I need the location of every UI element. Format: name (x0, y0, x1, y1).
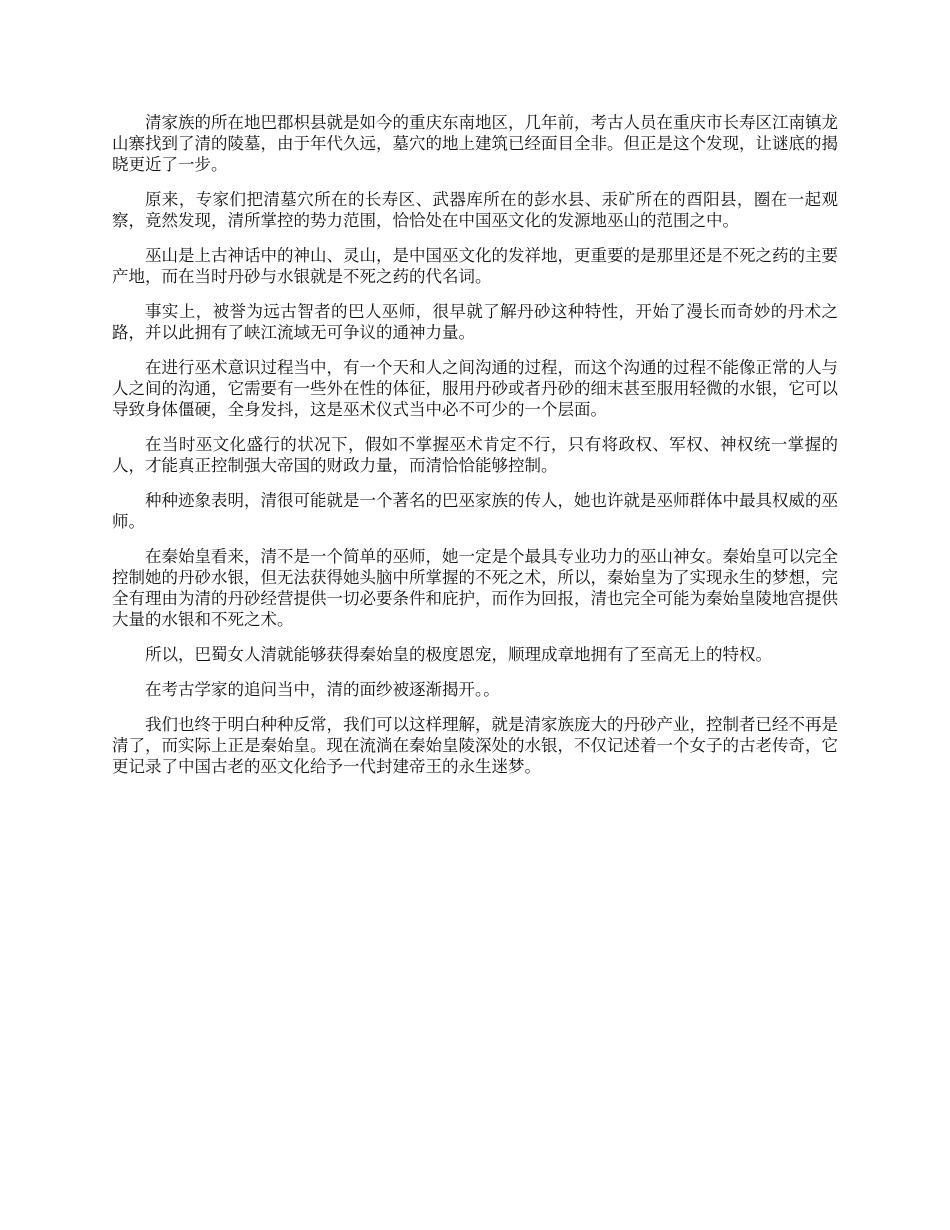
paragraph-5: 在进行巫术意识过程当中，有一个天和人之间沟通的过程，而这个沟通的过程不能像正常的人与人之间的沟通，它需要有一些外在性的体征，服用丹砂或者丹砂的细末甚至服用轻微的水银，它可以导致身体僵硬，全身发抖，这是巫术仪式当中必不可少的一个层面。 (112, 358, 838, 419)
paragraph-11: 我们也终于明白种种反常，我们可以这样理解，就是清家族庞大的丹砂产业，控制者已经不再是清了，而实际上正是秦始皇。现在流淌在秦始皇陵深处的水银，不仅记述着一个女子的古老传奇，它更记录了中国古老的巫文化给予一代封建帝王的永生迷梦。 (112, 715, 838, 776)
paragraph-9: 所以，巴蜀女人清就能够获得秦始皇的极度恩宠，顺理成章地拥有了至高无上的特权。 (145, 645, 772, 664)
document-body (112, 112, 838, 791)
paragraph-3: 巫山是上古神话中的神山、灵山，是中国巫文化的发祥地，更重要的是那里还是不死之药的主要产地，而在当时丹砂与水银就是不死之药的代名词。 (112, 246, 838, 286)
paragraph-6: 在当时巫文化盛行的状况下，假如不掌握巫术肯定不行，只有将政权、军权、神权统一掌握的人，才能真正控制强大帝国的财政力量，而清恰恰能够控制。 (112, 435, 838, 475)
paragraph-4: 事实上，被誉为远古智者的巴人巫师，很早就了解丹砂这种特性，开始了漫长而奇妙的丹术之路，并以此拥有了峡江流域无可争议的通神力量。 (112, 302, 838, 342)
paragraph-10: 在考古学家的追问当中，清的面纱被逐渐揭开。。 (145, 680, 500, 699)
paragraph-8: 在秦始皇看来，清不是一个简单的巫师，她一定是个最具专业功力的巫山神女。秦始皇可以完全控制她的丹砂水银，但无法获得她头脑中所掌握的不死之术，所以，秦始皇为了实现永生的梦想，完全有理由为清的丹砂经营提供一切必要条件和庇护，而作为回报，清也完全可能为秦始皇陵地宫提供大量的水银和不死之术。 (112, 547, 838, 629)
paragraph-2: 原来，专家们把清墓穴所在的长寿区、武器库所在的彭水县、汞矿所在的酉阳县，圈在一起观察，竟然发现，清所掌控的势力范围，恰恰处在中国巫文化的发源地巫山的范围之中。 (112, 190, 838, 230)
paragraph-1: 清家族的所在地巴郡枳县就是如今的重庆东南地区，几年前，考古人员在重庆市长寿区江南镇龙山寨找到了清的陵墓，由于年代久远，墓穴的地上建筑已经面目全非。但正是这个发现，让谜底的揭晓更近了一步。 (112, 113, 838, 174)
paragraph-7: 种种迹象表明，清很可能就是一个著名的巴巫家族的传人，她也许就是巫师群体中最具权威的巫师。 (112, 491, 838, 531)
